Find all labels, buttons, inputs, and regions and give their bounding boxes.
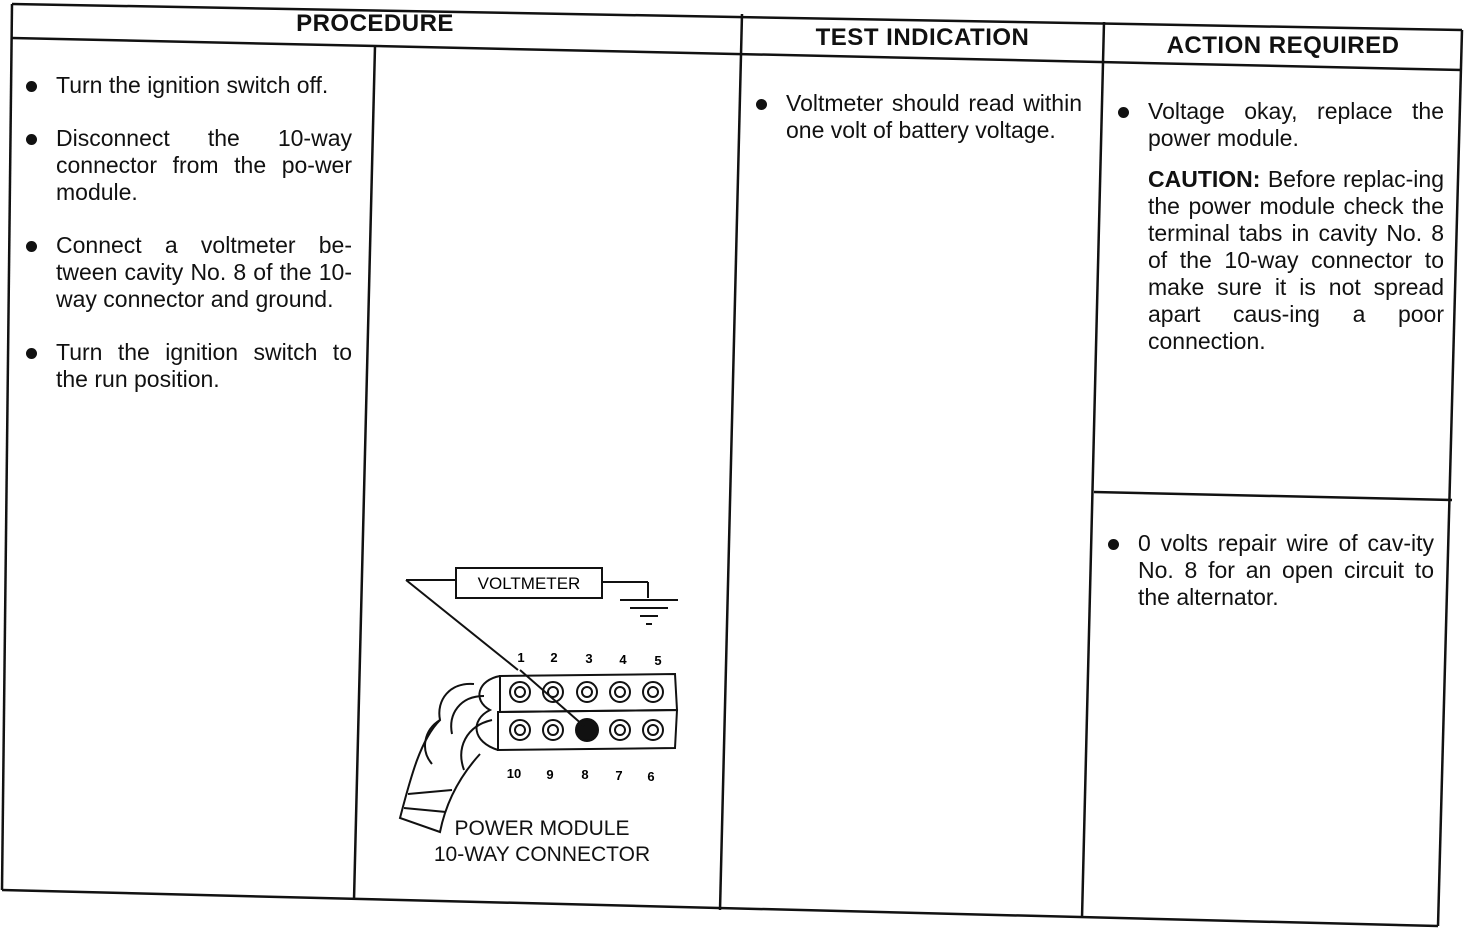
action-item-zero-volts [1104, 530, 1434, 637]
procedure-step: Turn the ignition switch off. [22, 72, 352, 99]
pin-label: 2 [550, 650, 558, 665]
pin-row-bottom [510, 719, 663, 741]
bullet-icon [26, 241, 37, 252]
procedure-step: Turn the ignition switch to the run position. [22, 339, 352, 393]
pin-label: 8 [581, 767, 589, 782]
bullet-icon [26, 348, 37, 359]
pin-label: 4 [619, 652, 627, 667]
bullet-icon [26, 134, 37, 145]
bullet-icon [1118, 107, 1129, 118]
test-indication-item: Voltmeter should read within one volt of battery voltage. [752, 90, 1082, 144]
bullet-icon [1108, 539, 1119, 550]
action-item: Voltage okay, replace the power module. CAUTION: Before replac-ing the power module check the terminal tabs in cavity No. 8 of the 10-way connector to make sure it is not spread apart caus-ing a poor connection. [1114, 98, 1444, 355]
procedure-steps [22, 72, 352, 419]
pin-label: 6 [647, 769, 655, 784]
ground-icon [620, 600, 678, 624]
caption-line-2: 10-WAY CONNECTOR [433, 843, 651, 866]
pin-label: 5 [654, 653, 662, 668]
caption-line-1: POWER MODULE [454, 817, 630, 840]
pin-label: 9 [546, 767, 554, 782]
pin-label: 3 [585, 651, 593, 666]
voltmeter-label: VOLTMETER [477, 574, 581, 593]
caution-text: Before replac-ing the power module check the terminal tabs in cavity No. 8 of the 10-way connector to make sure it is not spread apart caus-ing a poor connection. [1148, 166, 1445, 354]
bullet-icon [756, 99, 767, 110]
header-test-indication: TEST INDICATION [815, 24, 1030, 51]
header-procedure: PROCEDURE [296, 10, 454, 37]
procedure-step: Disconnect the 10-way connector from the po-wer module. [22, 125, 352, 206]
test-indications [752, 90, 1082, 170]
action-item-voltage-okay [1114, 98, 1444, 355]
header-action-required: ACTION REQUIRED [1166, 32, 1400, 59]
probe-line [520, 670, 584, 726]
procedure-step: Connect a voltmeter be-tween cavity No. 8 of the 10-way connector and ground. [22, 232, 352, 313]
action-item: 0 volts repair wire of cav-ity No. 8 for an open circuit to the alternator. [1104, 530, 1434, 611]
bullet-icon [26, 81, 37, 92]
voltmeter-probe-lead [406, 580, 518, 670]
pin-label: 1 [517, 650, 525, 665]
connector-row-top [500, 674, 677, 712]
caution-label: CAUTION: [1148, 166, 1261, 192]
pin-label: 7 [615, 768, 623, 783]
caution-note [1148, 166, 1444, 355]
pin-label: 10 [506, 766, 522, 781]
wire-bundle [425, 684, 474, 764]
diagram-caption [392, 816, 692, 868]
pin-row-top [510, 682, 663, 702]
